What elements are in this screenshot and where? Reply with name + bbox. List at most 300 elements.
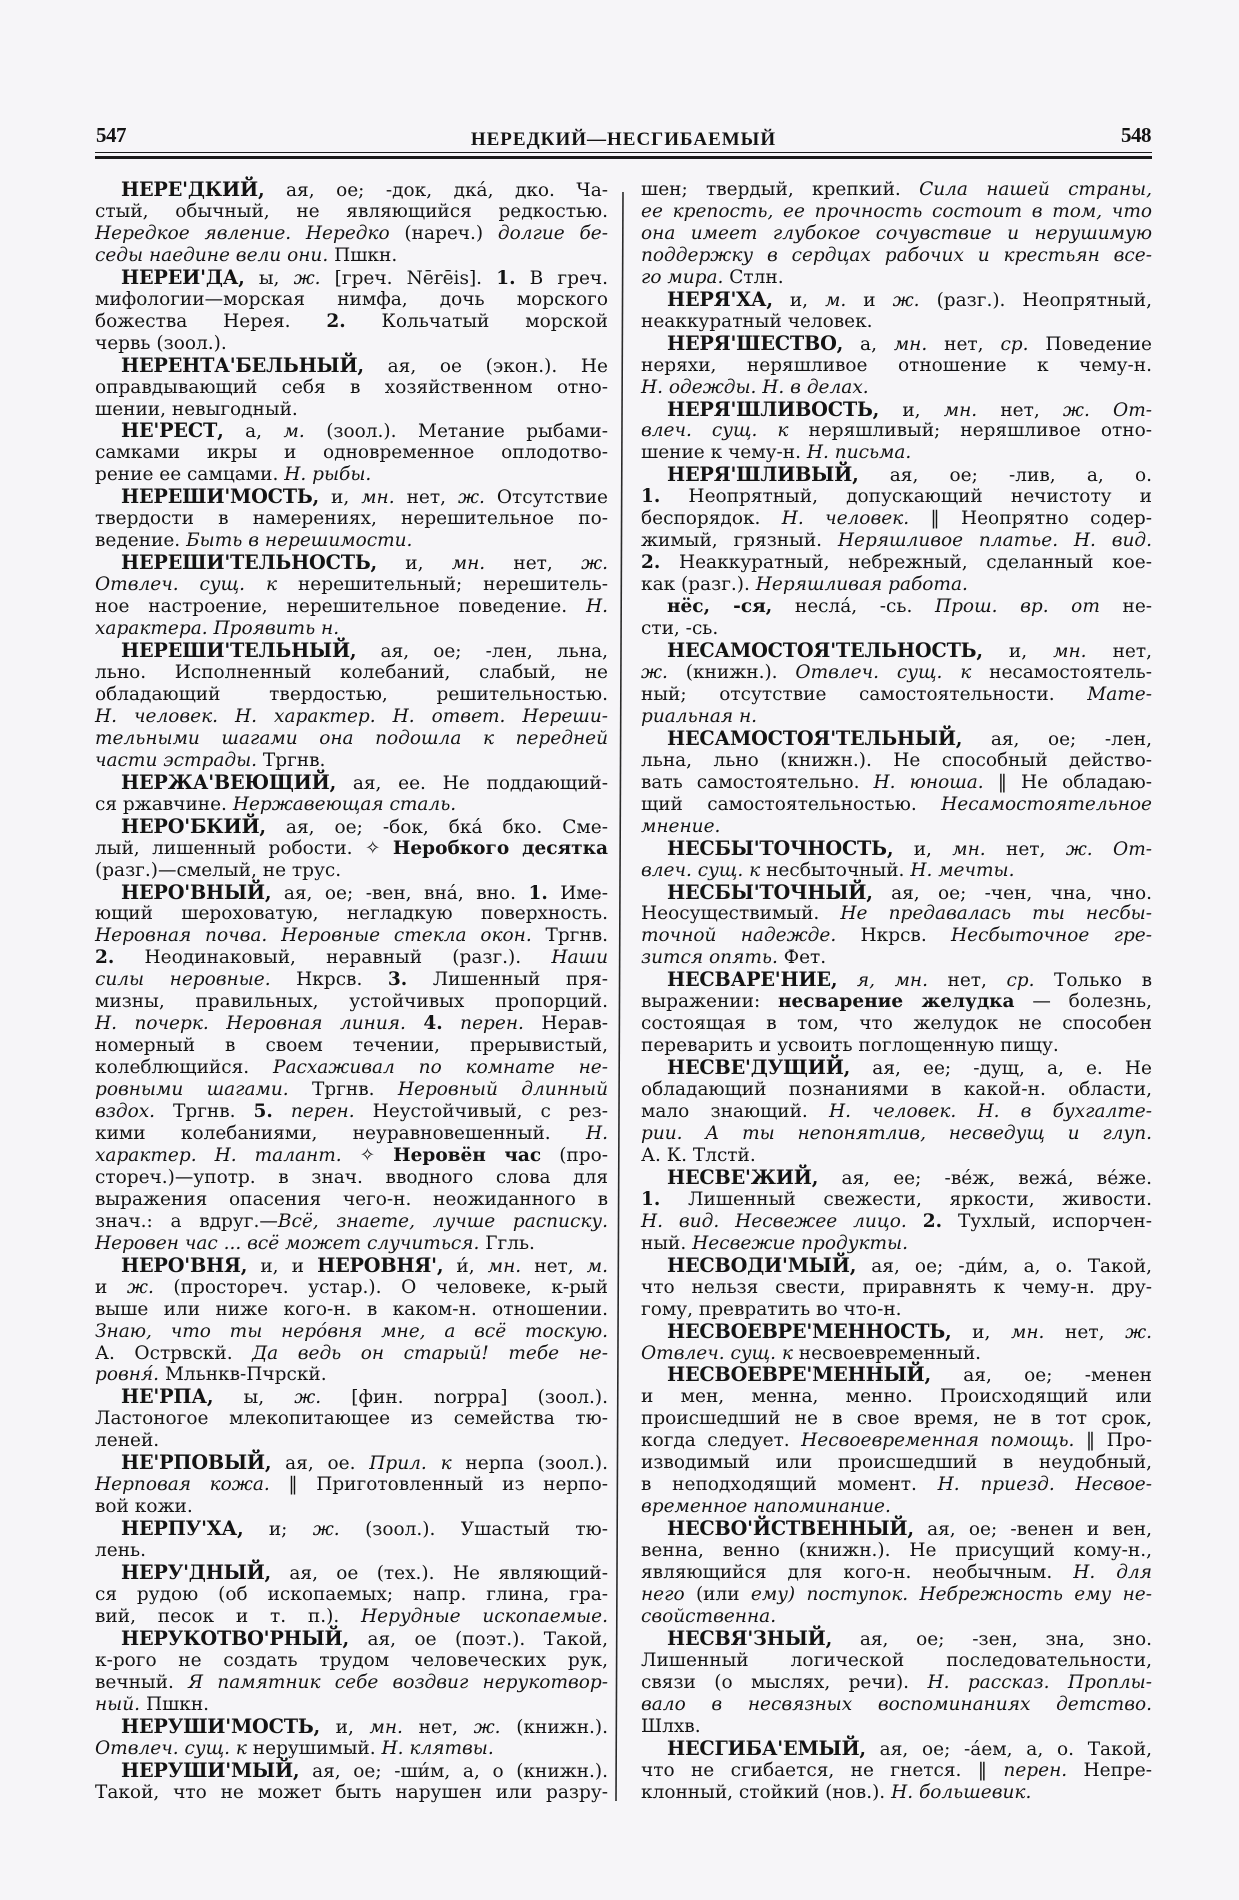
text: ‖ Неопрятно содер- [909, 508, 1152, 530]
text-line [95, 1277, 608, 1299]
text-line [641, 662, 1152, 684]
text-line [95, 1233, 608, 1255]
bold-phrase: Неробкого десятка [392, 837, 608, 859]
text: и [846, 289, 893, 311]
text: божества Нерея. [95, 310, 327, 332]
text: Тргнв. [257, 749, 326, 771]
text-line [641, 1386, 1152, 1408]
text: и, [951, 1321, 1012, 1343]
italic-text: мнение. [641, 815, 721, 837]
text: венна, венно (книжн.). Не присущий кому-н., [641, 1540, 1152, 1562]
headword: НЕ'РЕСТ, [121, 419, 224, 443]
text: являющийся для кого-н. необычным. [641, 1562, 1074, 1584]
text: ая, ое; -ши́м, а, о (книжн.). [299, 1760, 608, 1782]
text: и мен, менна, менно. Происходящий или [641, 1386, 1152, 1408]
text: (разг.)—смелый, не трус. [95, 859, 342, 881]
text: ая, ое (тех.). Не являющий- [271, 1563, 608, 1585]
bold-phrase: 1. [496, 267, 516, 289]
entry-first-line [95, 355, 608, 377]
text-line [641, 1101, 1152, 1123]
entry-first-line [95, 1255, 608, 1277]
italic-text: ровня́. [95, 1364, 160, 1386]
text: Фет. [777, 947, 827, 969]
text: Отсутствие [484, 487, 608, 509]
text: ая, ое; -бок, бка́ бко. Сме- [265, 816, 608, 838]
italic-text: Быть в нерешимости. [186, 530, 413, 552]
italic-text: Прош. вр. от [934, 596, 1100, 618]
text: нет, [1086, 641, 1152, 663]
headword: НЕСВЯ'ЗНЫЙ, [667, 1626, 833, 1650]
text: гому, превратить во что-н. [641, 1298, 902, 1320]
headword: НЕСВОДИ'МЫЙ, [667, 1253, 857, 1277]
text-line [95, 377, 608, 399]
text: Тргнв. [155, 1101, 254, 1123]
text-line [641, 1650, 1152, 1672]
text-line [641, 750, 1152, 772]
text: ая, ое; -а́ем, а, о. Такой, [865, 1738, 1152, 1760]
entry-first-line [641, 728, 1152, 750]
bold-phrase: нёс, -ся, [667, 596, 773, 618]
italic-text: го мира. [641, 266, 724, 288]
italic-text: Неряшливое платье. Н. вид. [837, 530, 1152, 552]
text: Только в [1034, 970, 1152, 992]
text-line [95, 1672, 608, 1694]
text: Лишенный свежести, яркости, живости. [660, 1188, 1152, 1210]
text-line [641, 508, 1152, 530]
italic-text: ж. [312, 1519, 340, 1541]
text: Пшкн. [140, 1693, 210, 1715]
italic-text: вало в несвязных воспоминаниях детство. [641, 1693, 1152, 1715]
text: Тргнв. [531, 925, 609, 947]
italic-text: перен. [460, 1013, 524, 1035]
text-line [641, 1408, 1152, 1430]
text-line [95, 1035, 608, 1057]
text-line [641, 794, 1152, 816]
text-line [95, 1650, 608, 1672]
italic-text: она имеет глубокое сочувствие и нерушимую [641, 222, 1152, 244]
page-number-left: 547 [96, 123, 126, 147]
text-line [641, 1211, 1152, 1233]
text-line [95, 1364, 608, 1386]
italic-text: временное напоминание. [641, 1496, 891, 1518]
italic-text: Мате- [1087, 683, 1152, 705]
text: (разг.). Неопрятный, [919, 289, 1152, 311]
text: ный; отсутствие самостоятельности. [641, 683, 1088, 705]
italic-text: риальная н. [641, 705, 758, 727]
text: мизны, правильных, устойчивых пропорций. [95, 991, 608, 1013]
text: (зоол.). Метание рыбами- [304, 421, 608, 443]
italic-text: Несвоевременная помощь. [801, 1430, 1075, 1452]
italic-text: ж. [294, 1387, 322, 1409]
text: твердости в намерениях, нерешительное по- [95, 508, 608, 530]
text-line [95, 1321, 608, 1343]
text: самками икры и одновременное оплодотво- [95, 442, 608, 464]
italic-text: мн. [1053, 641, 1087, 663]
text-line [95, 728, 608, 750]
text: (книжн.). [667, 661, 796, 683]
text-line [95, 508, 608, 530]
text-line [95, 1496, 608, 1518]
text-line [641, 991, 1152, 1013]
text-line [95, 442, 608, 464]
italic-text: Н. почерк. Неровная линия. [95, 1013, 406, 1035]
text-line [641, 311, 1152, 333]
italic-text: точной надежде. [641, 925, 837, 947]
text: и, [879, 399, 944, 421]
text-line [95, 333, 608, 355]
text: Тухлый, испорчен- [942, 1210, 1152, 1232]
italic-text: свойственна. [641, 1605, 777, 1627]
bold-phrase: 2. [922, 1210, 943, 1232]
italic-text: ж. [1125, 1321, 1152, 1343]
italic-text: вздох. [95, 1101, 156, 1123]
text: щий самостоятельностью. [641, 793, 942, 815]
italic-text: мн. [369, 1716, 403, 1738]
italic-text: перен. [1003, 1759, 1068, 1781]
italic-text: мн. [893, 333, 928, 355]
bold-phrase: 1. [641, 1188, 661, 1210]
italic-text: зится опять. [641, 947, 778, 969]
italic-text: характера. Проявить н. [95, 618, 340, 640]
italic-text: Сила нашей страны, [919, 179, 1152, 200]
text: ы, [213, 1387, 295, 1409]
text: ая, ое; -лен, льна, [356, 641, 608, 663]
text: и, [982, 641, 1054, 663]
entry-first-line [641, 1057, 1152, 1079]
text-line [641, 1343, 1152, 1365]
text-line [641, 903, 1152, 925]
headword: НЕРОВНЯ', [317, 1253, 444, 1277]
text-line [95, 1540, 608, 1562]
text: происшедший не в свое время, не в тот срок, [641, 1408, 1152, 1430]
bold-phrase: 2. [95, 947, 115, 969]
entry-first-line [95, 1716, 608, 1738]
text-line [95, 794, 608, 816]
text-line [641, 684, 1152, 706]
text-line [95, 574, 608, 596]
headword: НЕСБЫ'ТОЧНОСТЬ, [667, 836, 894, 860]
entry-first-line [641, 464, 1152, 486]
entry-first-line [641, 1321, 1152, 1343]
text: ая, ое; -менен [930, 1365, 1152, 1387]
text: Име- [547, 882, 608, 904]
entry-first-line [95, 267, 608, 289]
text-line [641, 1474, 1152, 1496]
headword: НЕРУ'ДНЫЙ, [121, 1561, 272, 1585]
entry-first-line [641, 596, 1152, 618]
italic-text: Н. мечты. [910, 859, 1015, 881]
text-line [641, 772, 1152, 794]
text: в неподходящий момент. [641, 1474, 938, 1496]
text-line [95, 838, 608, 860]
italic-text: мн. [361, 487, 395, 509]
text: а, [223, 421, 284, 443]
italic-text: Н. человек. Н. в бухгалте- [829, 1101, 1152, 1123]
entry-first-line [95, 179, 608, 201]
text-line [95, 1123, 608, 1145]
italic-text: Да ведь он старый! тебе не- [252, 1342, 609, 1364]
text: номерный в своем течении, прерывистый, [95, 1035, 608, 1057]
text: оправдывающий себя в хозяйственном отно- [95, 376, 608, 398]
text-line [95, 1079, 608, 1101]
italic-text: Прил. к [369, 1453, 452, 1475]
text: ая, ое; -венен и вен, [913, 1519, 1152, 1541]
text: ведение. [95, 530, 187, 552]
headword: НЕРЕ'ДКИЙ, [121, 178, 265, 201]
text-line [95, 1189, 608, 1211]
italic-text: Н. одежды. Н. в делах. [641, 376, 869, 398]
bold-phrase: 2. [326, 310, 346, 332]
text-line [95, 311, 608, 333]
header-rule-thin [95, 152, 1152, 153]
italic-text: ж. [892, 289, 920, 311]
headword: НЕРО'ВНЫЙ, [121, 880, 272, 904]
text-line [641, 1013, 1152, 1035]
headword: НЕСАМОСТОЯ'ТЕЛЬНЫЙ, [667, 726, 963, 750]
text: знач.: а вдруг.— [95, 1210, 278, 1232]
italic-text: Несбыточное гре- [951, 925, 1152, 947]
text: вечный. [95, 1671, 189, 1693]
text: ющий шероховатую, негладкую поверхность. [95, 903, 608, 925]
entry-first-line [641, 289, 1152, 311]
text: Непре- [1067, 1759, 1152, 1781]
headword: НЕСГИБА'ЕМЫЙ, [667, 1736, 866, 1760]
text-line [95, 662, 608, 684]
entry-first-line [95, 1386, 608, 1408]
text: нет, [402, 1716, 474, 1738]
headword: НЕСВОЕВРЕ'МЕННЫЙ, [667, 1363, 931, 1387]
text: беспорядок. [641, 508, 782, 530]
bold-phrase: несварение желудка [778, 991, 1015, 1013]
text: и, [376, 553, 452, 575]
italic-text: Расхаживал по комнате не- [273, 1057, 608, 1079]
text-line [641, 947, 1152, 969]
italic-text: Н. для [1073, 1562, 1153, 1584]
entry-first-line [95, 640, 608, 662]
headword: НЕ'РПОВЫЙ, [121, 1451, 272, 1475]
entry-first-line [95, 816, 608, 838]
text [273, 1101, 291, 1122]
text-line [641, 201, 1152, 223]
text [907, 1211, 923, 1232]
text-line [641, 1540, 1152, 1562]
headword: НЕСВЕ'ДУЩИЙ, [667, 1056, 851, 1080]
text: мало знающий. [641, 1101, 830, 1123]
italic-text: силы неровные. [95, 969, 271, 991]
text-line [641, 1584, 1152, 1606]
text-line [641, 179, 1152, 201]
text: что не сгибается, не гнется. ‖ [641, 1759, 1004, 1781]
italic-text: рии. А ты непонятлив, несведущ и глуп. [641, 1122, 1152, 1144]
entry-first-line [641, 1255, 1152, 1277]
headword: НЕРУШИ'МЫЙ, [121, 1758, 300, 1782]
text: (про- [541, 1144, 608, 1166]
text-line [641, 1299, 1152, 1321]
text-line [95, 1694, 608, 1716]
bold-phrase: 1. [641, 486, 661, 508]
text: А. К. Тлстй. [641, 1144, 756, 1166]
text-line [641, 1079, 1152, 1101]
text: (или [684, 1584, 751, 1605]
text: нет, [927, 333, 1001, 355]
italic-text: мн. [487, 1255, 522, 1277]
text: и [95, 1276, 127, 1298]
text: (книжн.). [500, 1716, 609, 1738]
headword: НЕРЯ'ШЕСТВО, [667, 331, 844, 355]
text: нет, [927, 970, 1007, 992]
text-line [641, 574, 1152, 596]
text: ая, ое; -чен, чна, чно. [872, 882, 1152, 904]
italic-text: Нерповая кожа. [95, 1474, 270, 1496]
text: стый, обычный, не являющийся редкостью. [95, 200, 608, 222]
italic-text: Н. рыбы. [284, 464, 372, 486]
column-left [95, 179, 608, 1804]
entry-first-line [95, 1452, 608, 1474]
text-line [641, 1145, 1152, 1167]
text-line [95, 1408, 608, 1430]
text: ся ржавчине. [95, 793, 233, 815]
headword: НЕРЖА'ВЕЮЩИЙ, [121, 770, 337, 794]
text: Поведение [1028, 333, 1153, 355]
italic-text: ж. От- [1062, 399, 1152, 421]
italic-text: части эстрады. [95, 749, 258, 771]
text: и, [319, 487, 362, 509]
running-head: НЕРЕДКИЙ—НЕСГИБАЕМЫЙ [470, 129, 777, 150]
text: ая, ое; -док, дка́, дко. Ча- [264, 180, 608, 201]
headword: НЕРЯ'ШЛИВЫЙ, [667, 463, 859, 487]
italic-text: Н. человек. [781, 508, 910, 530]
italic-text: Н. человек. Н. характер. Н. ответ. Нереши- [95, 705, 608, 727]
text-line [641, 267, 1152, 289]
text: ая, ее. Не поддающий- [336, 772, 608, 794]
text-line [641, 1035, 1152, 1057]
entry-first-line [95, 882, 608, 904]
text: Кольчатый морской [345, 310, 608, 332]
text: стореч.)—употр. в знач. вводного слова для [95, 1166, 608, 1188]
italic-text: мн. [1011, 1321, 1045, 1343]
text: выражении: [641, 991, 778, 1013]
text-line [641, 816, 1152, 838]
text-line [641, 1496, 1152, 1518]
text: Шлхв. [641, 1715, 701, 1737]
entry-first-line [641, 1628, 1152, 1650]
italic-text: ровными шагами. [95, 1079, 289, 1101]
text: состоящая в том, что желудок не способен [641, 1013, 1152, 1035]
text: что нельзя свести, приравнять к чему-н. дру- [641, 1276, 1152, 1298]
text: а, [843, 333, 894, 355]
text: мифологии—морская нимфа, дочь морского [95, 288, 608, 310]
text-line [641, 1782, 1152, 1804]
italic-text: Нередкое явление. Нередко [95, 222, 390, 244]
text-line [95, 750, 608, 772]
text: и, [772, 289, 826, 311]
italic-text: Н. [585, 596, 608, 618]
headword: НЕРЕНТА'БЕЛЬНЫЙ, [121, 353, 364, 377]
text: (нареч.) [389, 222, 498, 244]
italic-text: Неровная почва. Неровные стекла окон. [95, 925, 532, 947]
text-line [95, 1343, 608, 1365]
text: неряшливый; неряшливое отно- [788, 420, 1153, 442]
text: связи (о мыслях, речи). [641, 1671, 928, 1693]
text: Неопрятный, допускающий нечистоту и [660, 486, 1152, 508]
italic-text: него [641, 1584, 685, 1605]
text: Нкрсв. [270, 969, 388, 991]
text-line [641, 1452, 1152, 1474]
text-line [95, 464, 608, 486]
text-line [95, 1782, 608, 1804]
text-line [95, 1057, 608, 1079]
text: клонный, стойкий (нов.). [641, 1781, 892, 1803]
text-line [641, 1672, 1152, 1694]
text: ное настроение, нерешительное поведение. [95, 596, 586, 618]
text-line [95, 1101, 608, 1123]
text: ая, ое. [271, 1453, 370, 1475]
headword: НЕРЯ'ШЛИВОСТЬ, [667, 397, 880, 421]
text-line [95, 596, 608, 618]
italic-text: характер. Н. талант. [95, 1144, 342, 1166]
text-line [95, 399, 608, 421]
text: выше или ниже кого-н. в каком-н. отношении. [95, 1298, 608, 1320]
text [837, 970, 857, 991]
text: ая, ое; -лен, [962, 728, 1152, 750]
entry-first-line [95, 1760, 608, 1782]
entry-first-line [641, 1364, 1152, 1386]
text-line [95, 969, 608, 991]
text-line [641, 1233, 1152, 1255]
text: (простореч. устар.). О человеке, к-рый [153, 1276, 608, 1298]
text: ая, ое; -вен, вна́, вно. [271, 882, 529, 904]
italic-text: мн. [952, 838, 986, 860]
text-line [95, 925, 608, 947]
text: нет, [1044, 1321, 1126, 1343]
text: Неустойчивый, с рез- [354, 1101, 608, 1123]
headword: НЕРЕИ'ДА, [121, 265, 245, 289]
headword: НЕСВАРЕ'НИЕ, [667, 968, 838, 992]
text: шен; твердый, крепкий. [641, 179, 920, 200]
text: рение ее самцами. [95, 464, 285, 486]
italic-text: влеч. сущ. к [641, 859, 761, 881]
text-line [641, 706, 1152, 728]
italic-text: Неровный длинный [397, 1079, 608, 1101]
headword: НЕРЕШИ'МОСТЬ, [121, 485, 320, 509]
text: лый, лишенный робости. ✧ [95, 837, 393, 859]
text: ‖ Приготовленный из нерпо- [269, 1474, 608, 1496]
text: ный. [641, 1232, 693, 1254]
italic-text: Неровен час ... всё может случиться. [95, 1232, 480, 1254]
entry-first-line [95, 486, 608, 508]
text: ы, [244, 267, 294, 289]
text: Нкрсв. [836, 925, 952, 947]
text-line [641, 223, 1152, 245]
text-line [641, 618, 1152, 640]
italic-text: я, мн. [856, 970, 928, 992]
text: ся рудою (об ископаемых; напр. глина, гра- [95, 1584, 608, 1605]
text: нерешительный; нерешитель- [277, 574, 608, 596]
text-line [641, 1123, 1152, 1145]
text: Нерав- [523, 1013, 608, 1035]
text-line [641, 925, 1152, 947]
entry-first-line [641, 640, 1152, 662]
text-line [95, 903, 608, 925]
text: Ластоногое млекопитающее из семейства тю- [95, 1408, 608, 1430]
text-line [641, 442, 1152, 464]
text-line [641, 355, 1152, 377]
entry-first-line [641, 1738, 1152, 1760]
italic-text: Н. юноша. [873, 771, 984, 793]
italic-text: м. [825, 289, 847, 311]
headword: НЕРО'БКИЙ, [121, 814, 266, 838]
text: когда следует. [641, 1430, 802, 1452]
